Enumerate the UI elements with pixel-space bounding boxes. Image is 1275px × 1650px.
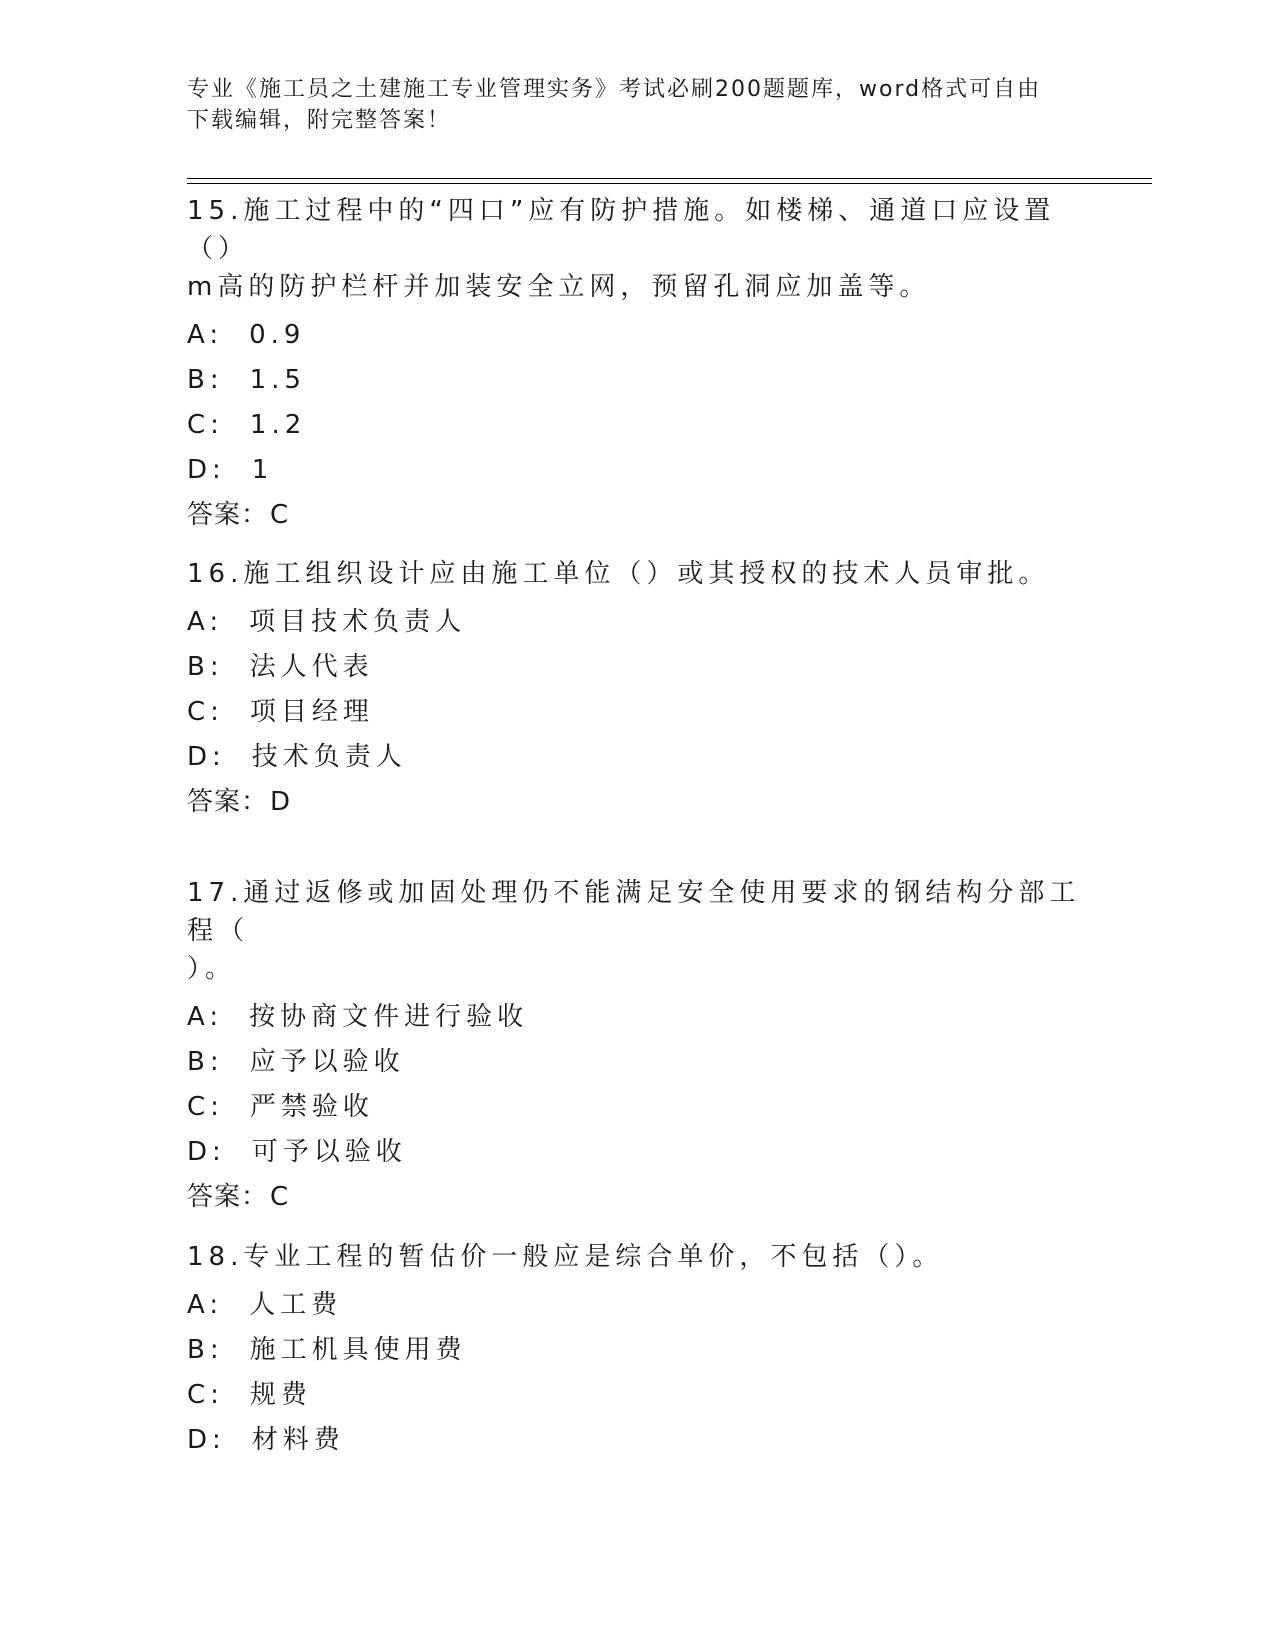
option-text: 规费 xyxy=(249,1380,312,1410)
option-b xyxy=(187,645,1087,690)
option-letter: A: xyxy=(187,1002,224,1032)
option-text: 可予以验收 xyxy=(251,1137,407,1167)
option-c xyxy=(187,1085,1087,1130)
option-text: 按协商文件进行验收 xyxy=(249,1002,529,1032)
answer-value: D xyxy=(270,787,292,817)
option-b xyxy=(187,1040,1087,1085)
question-text: 18.专业工程的暂估价一般应是综合单价，不包括（）。 xyxy=(187,1242,944,1272)
question-text: 16.施工组织设计应由施工单位（）或其授权的技术人员审批。 xyxy=(187,559,1050,589)
answer-label: 答案： xyxy=(187,1182,269,1212)
option-text: 施工机具使用费 xyxy=(249,1335,467,1365)
question-text: 15.施工过程中的“四口”应有防护措施。如楼梯、通道口应设置（） xyxy=(187,196,1056,264)
option-letter: A: xyxy=(187,607,224,637)
option-d xyxy=(187,735,1087,780)
option-b xyxy=(187,1328,1087,1373)
option-letter: B: xyxy=(187,652,224,682)
answer-line xyxy=(187,493,1087,537)
option-text: 材料费 xyxy=(251,1425,345,1455)
question-17 xyxy=(187,874,1087,1219)
option-letter: C: xyxy=(187,1092,224,1122)
option-letter: B: xyxy=(187,1047,224,1077)
question-text-continued: m高的防护栏杆并加装安全立网，预留孔洞应加盖等。 xyxy=(187,272,931,302)
option-letter: D: xyxy=(187,1137,226,1167)
header-divider-bottom xyxy=(187,183,1152,184)
option-b xyxy=(187,358,1087,403)
option-d xyxy=(187,1418,1087,1463)
option-c xyxy=(187,1373,1087,1418)
option-text: 人工费 xyxy=(249,1290,343,1320)
option-text: 技术负责人 xyxy=(251,742,407,772)
answer-value: C xyxy=(270,500,290,530)
question-text-continued: ）。 xyxy=(187,954,237,984)
header-divider-top xyxy=(187,178,1152,179)
header-line-2: 下载编辑，附完整答案！ xyxy=(187,108,452,133)
option-text: 严禁验收 xyxy=(249,1092,374,1122)
answer-line xyxy=(187,1175,1087,1219)
option-letter: A: xyxy=(187,1290,224,1320)
option-text: 项目技术负责人 xyxy=(249,607,467,637)
question-16 xyxy=(187,555,1087,824)
option-letter: D: xyxy=(187,742,226,772)
option-letter: C: xyxy=(187,410,224,440)
option-a xyxy=(187,995,1087,1040)
option-letter: B: xyxy=(187,365,224,395)
question-15 xyxy=(187,192,1087,537)
option-a xyxy=(187,313,1087,358)
option-a xyxy=(187,600,1087,645)
option-letter: A: xyxy=(187,320,224,350)
option-d xyxy=(187,1130,1087,1175)
option-c xyxy=(187,690,1087,735)
option-a xyxy=(187,1283,1087,1328)
question-text: 17.通过返修或加固处理仍不能满足安全使用要求的钢结构分部工程（ xyxy=(187,878,1081,946)
answer-line xyxy=(187,780,1087,824)
option-text: 1.5 xyxy=(249,365,306,395)
option-letter: C: xyxy=(187,697,224,727)
option-text: 1.2 xyxy=(249,410,307,440)
header-line-1: 专业《施工员之土建施工专业管理实务》考试必刷200题题库，word格式可自由 xyxy=(187,77,1042,102)
option-text: 1 xyxy=(251,455,274,485)
option-letter: D: xyxy=(187,455,226,485)
option-text: 法人代表 xyxy=(249,652,374,682)
option-letter: B: xyxy=(187,1335,224,1365)
option-c xyxy=(187,403,1087,448)
answer-label: 答案： xyxy=(187,500,269,530)
option-d xyxy=(187,448,1087,493)
option-text: 0.9 xyxy=(249,320,306,350)
document-header xyxy=(187,74,1087,136)
answer-label: 答案： xyxy=(187,787,269,817)
option-letter: D: xyxy=(187,1425,226,1455)
question-18 xyxy=(187,1238,1087,1463)
answer-value: C xyxy=(270,1182,290,1212)
option-text: 项目经理 xyxy=(249,697,374,727)
option-text: 应予以验收 xyxy=(249,1047,405,1077)
option-letter: C: xyxy=(187,1380,224,1410)
